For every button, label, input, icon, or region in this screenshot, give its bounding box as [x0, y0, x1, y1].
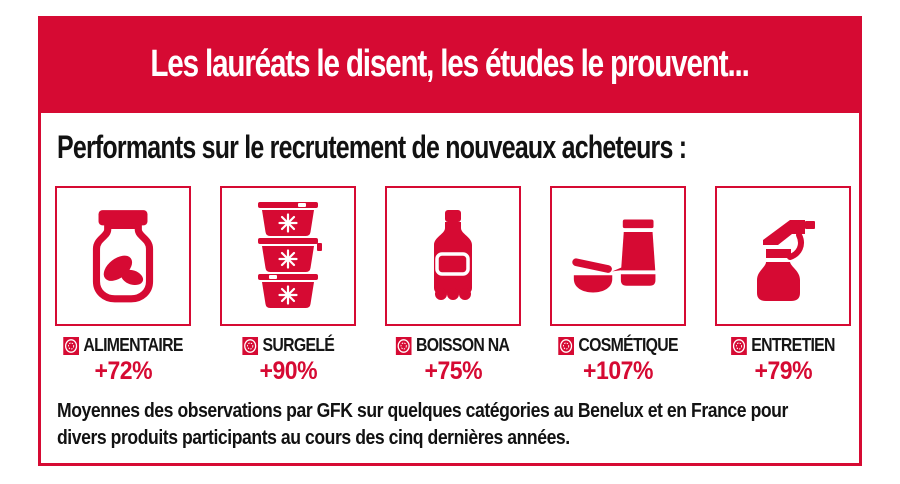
category-row	[55, 186, 859, 386]
category-icon-box	[55, 186, 191, 326]
category-icon-box	[220, 186, 356, 326]
category-value: +90%	[259, 357, 317, 385]
category-label-row	[63, 335, 183, 356]
category-icon-box	[550, 186, 686, 326]
category-card	[550, 186, 686, 386]
category-label-row	[558, 335, 678, 356]
header-banner	[38, 16, 862, 112]
category-label-row	[242, 335, 334, 356]
award-seal-icon	[558, 337, 574, 355]
cosmetics-icon	[570, 208, 666, 304]
source-note: Moyennes des observations par GFK sur quelques catégories au Benelux et en France pour divers produits participants au cours des cinq dernières années.	[57, 400, 788, 449]
category-card	[385, 186, 521, 386]
category-icon-box	[715, 186, 851, 326]
award-seal-icon	[396, 337, 412, 355]
content-box	[38, 110, 862, 466]
jar-icon	[72, 205, 174, 307]
category-label: ALIMENTAIRE	[83, 335, 183, 355]
category-value: +107%	[583, 357, 653, 385]
category-card	[55, 186, 191, 386]
award-seal-icon	[242, 337, 258, 355]
category-value: +79%	[754, 357, 812, 385]
section-heading: Performants sur le recrutement de nouveaux acheteurs :	[57, 129, 687, 165]
category-label: BOISSON NA	[416, 335, 510, 355]
category-label: ENTRETIEN	[751, 335, 835, 355]
category-label-row	[396, 335, 510, 356]
category-value: +72%	[94, 357, 152, 385]
spray-bottle-icon	[733, 204, 833, 308]
category-label: COSMÉTIQUE	[578, 335, 678, 355]
category-icon-box	[385, 186, 521, 326]
frozen-containers-icon	[238, 200, 338, 312]
award-seal-icon	[731, 337, 747, 355]
category-card	[715, 186, 851, 386]
category-card	[220, 186, 356, 386]
category-label-row	[731, 335, 835, 356]
bottle-icon	[403, 206, 503, 306]
page-title: Les lauréats le disent, les études le prouvent...	[150, 42, 750, 85]
award-seal-icon	[63, 337, 79, 355]
category-value: +75%	[424, 357, 482, 385]
category-label: SURGELÉ	[262, 335, 334, 355]
